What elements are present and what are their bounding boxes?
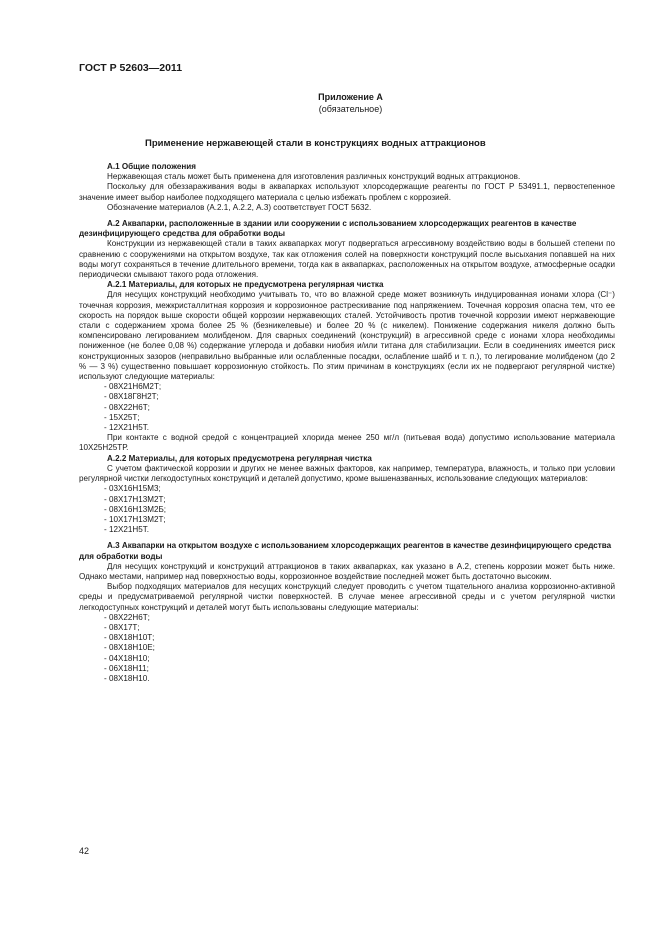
material-item: - 08Х18Н10Т; <box>104 633 155 643</box>
material-item: - 04Х18Н10; <box>104 653 150 663</box>
material-item: - 06Х18Н11; <box>104 663 149 673</box>
material-item: - 08Х18Г8Н2Т; <box>104 392 159 402</box>
subsection-heading: А.2.2 Материалы, для которых предусмотрена регулярная чистка <box>107 453 372 463</box>
material-item: - 08Х17Н13М2Т; <box>104 494 166 504</box>
appendix-title: Применение нержавеющей стали в конструкциях водных аттракционов <box>145 138 486 149</box>
paragraph: Конструкции из нержавеющей стали в таких аквапарках могут подвергаться агрессивному воздействию воды в большей степени по сравнению с сооружениями на открытом воздухе, так как отложения солей на поверхности конструкций после высыхания попавшей на них воды могут сохраняться в течение длительного времени, тогда как в аквапарках, расположенных на открытом воздухе, атмосферные осадки периодически смывают такого рода отложения. <box>79 239 615 280</box>
paragraph: При контакте с водной средой с концентрацией хлорида менее 250 мг/л (питьевая вода) допустимо использование материала 10Х25Н25ТР. <box>79 433 615 453</box>
material-item: - 15Х25Т; <box>104 412 140 422</box>
material-item: - 12Х21Н5Т. <box>104 423 149 433</box>
document-header: ГОСТ Р 52603—2011 <box>79 62 183 74</box>
appendix-label: Приложение А <box>318 92 383 102</box>
appendix-status: (обязательное) <box>318 104 383 114</box>
material-item: - 08Х22Н6Т; <box>104 612 150 622</box>
document-body <box>79 162 615 684</box>
section-heading: А.3 Аквапарки на открытом воздухе с использованием хлорсодержащих реагентов в качестве дезинфицирующего средства для обработки воды <box>79 541 612 561</box>
material-item: - 03Х16Н15М3; <box>104 484 161 494</box>
material-item: - 08Х18Н10. <box>104 673 150 683</box>
material-item: - 08Х18Н10Е; <box>104 643 155 653</box>
paragraph: С учетом фактической коррозии и других не менее важных факторов, как например, температура, влажность, и только при условии регулярной чистки легкодоступных конструкций и деталей допустимо, кроме вышеназванных, использование следующих материалов: <box>79 463 615 484</box>
material-item: - 08Х16Н13М2Б; <box>104 504 166 514</box>
material-item: - 10Х17Н13М2Т; <box>104 514 166 524</box>
paragraph: Обозначение материалов (А.2.1, А.2.2, А.3) соответствует ГОСТ 5632. <box>107 202 372 212</box>
paragraph: Выбор подходящих материалов для несущих конструкций следует проводить с учетом тщательного анализа коррозионно-активной среды и предусматриваемой регулярной чистки поверхностей. В случае менее агрессивной среды и с учетом регулярной чистки легкодоступных конструкций и деталей могут быть использованы следующие материалы: <box>79 582 615 612</box>
material-item: - 08Х17Т; <box>104 622 140 632</box>
material-item: - 08Х21Н6М2Т; <box>104 382 162 392</box>
page-number: 42 <box>79 846 90 856</box>
paragraph: Поскольку для обеззараживания воды в аквапарках используют хлорсодержащие реагенты по ГОСТ Р 53491.1, первостепенное значение имеет выбор наиболее подходящего материала с целью избежать проблем с коррозией. <box>79 182 615 202</box>
paragraph: Для несущих конструкций и конструкций аттракционов в таких аквапарках, как указано в А.2, степень коррозии может быть ниже. Однако местами, например над поверхностью воды, коррозионное воздействие последней может быть достаточно высоким. <box>79 561 615 581</box>
section-heading: А.2 Аквапарки, расположенные в здании или сооружении с использованием хлорсодержащих реагентов в качестве дезинфицирующего средства для обработки воды <box>79 219 577 239</box>
section-heading: А.1 Общие положения <box>107 162 196 171</box>
material-item: - 12Х21Н5Т. <box>104 525 149 535</box>
paragraph: Для несущих конструкций необходимо учитывать то, что во влажной среде может возникнуть индуцированная ионами хлора (Cl⁻) точечная коррозия, межкристаллитная коррозия и коррозионное растрескивание под напряжением. Точечная коррозия опасна тем, что ее скорость на порядок выше скорости общей коррозии нержавеющих сталей. Устойчивость против точечной коррозии имеют нержавеющие стали с содержанием хрома более 25 % (безникелевые) и более 20 % (с никелем). Понижение содержания никеля должно быть компенсировано легированием молибденом. Для сварных соединений (конструкций) в агрессивной среде с ионами хлора необходимы пониженное (не более 0,08 %) содержание углерода и добавки ниобия и/или титана для стабилизации. Если в соединениях имеется риск конструкционных зазоров (неправильно выбранные или ослабленные посадки, ослабление шайб и т. п.), то легирование молибденом (до 2 % — 3 %) существенно повышает коррозионную стойкость. По этим причинам в конструкциях (если их не подвергают регулярной чистке) используют следующие материалы: <box>79 290 615 382</box>
material-item: - 08Х22Н6Т; <box>104 402 150 412</box>
subsection-heading: А.2.1 Материалы, для которых не предусмотрена регулярная чистка <box>107 280 384 290</box>
paragraph: Нержавеющая сталь может быть применена для изготовления различных конструкций водных аттракционов. <box>107 172 521 182</box>
